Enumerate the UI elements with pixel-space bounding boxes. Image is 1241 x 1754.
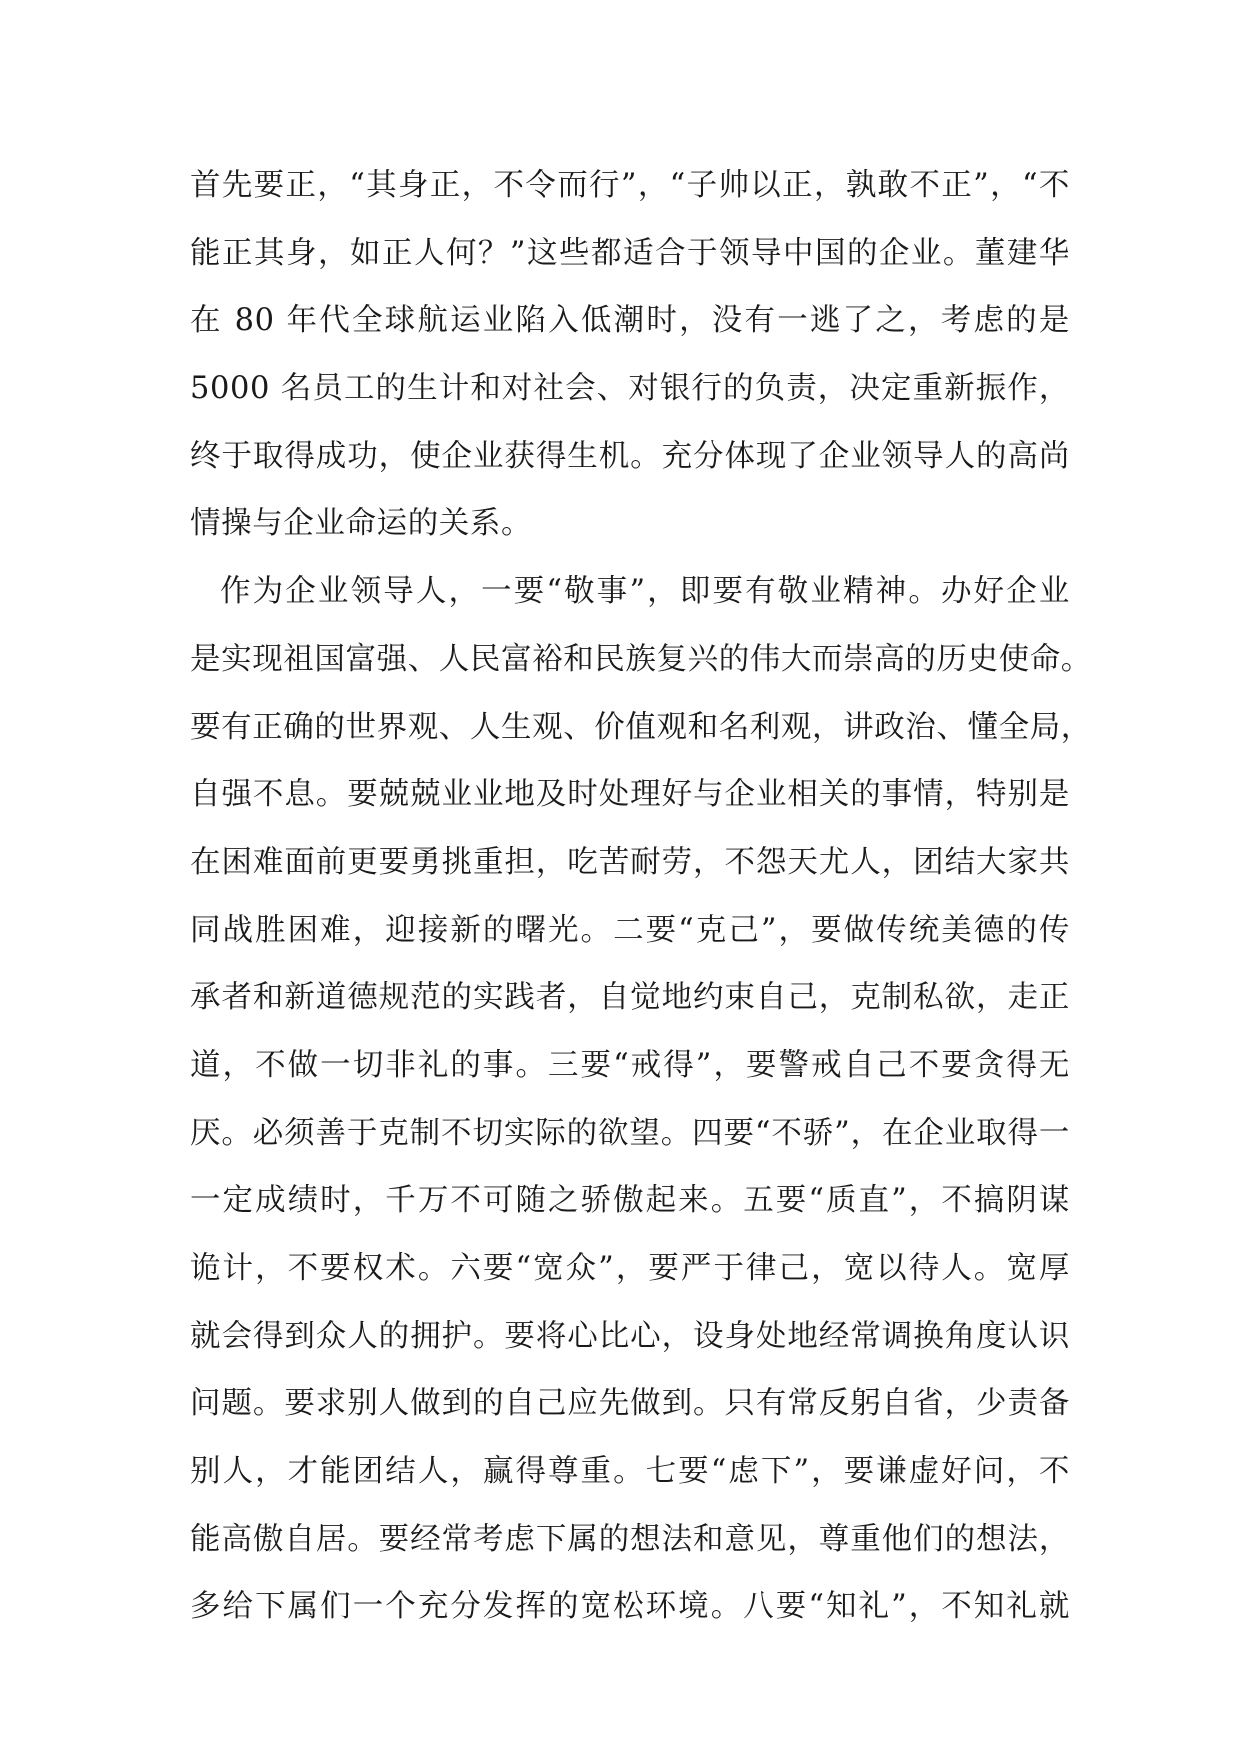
text-line: 5000 名员工的生计和对社会、对银行的负责，决定重新振作，: [190, 371, 1070, 407]
text-line: 多给下属们一个充分发挥的宽松环境。八要“知礼”，不知礼就: [190, 1589, 1070, 1625]
text-line: 要有正确的世界观、人生观、价值观和名利观，讲政治、懂全局，: [190, 709, 1092, 745]
text-line: 自强不息。要兢兢业业地及时处理好与企业相关的事情，特别是: [190, 777, 1070, 813]
text-line: 能高傲自居。要经常考虑下属的想法和意见，尊重他们的想法，: [190, 1521, 1070, 1557]
text-line: 在困难面前更要勇挑重担，吃苦耐劳，不怨天尤人，团结大家共: [190, 844, 1070, 880]
text-line: 在 80 年代全球航运业陷入低潮时，没有一逃了之，考虑的是: [190, 303, 1070, 339]
text-line: 承者和新道德规范的实践者，自觉地约束自己，克制私欲，走正: [190, 980, 1070, 1016]
text-line: 情操与企业命运的关系。: [190, 506, 533, 542]
text-line: 别人，才能团结人，赢得尊重。七要“虑下”，要谦虚好问，不: [190, 1454, 1070, 1490]
text-line: 同战胜困难，迎接新的曙光。二要“克己”，要做传统美德的传: [190, 912, 1070, 948]
text-line: 作为企业领导人，一要“敬事”，即要有敬业精神。办好企业: [220, 574, 1070, 610]
text-line: 厌。必须善于克制不切实际的欲望。四要“不骄”，在企业取得一: [190, 1115, 1070, 1151]
body-text: [190, 158, 1092, 1647]
text-line: 道，不做一切非礼的事。三要“戒得”，要警戒自己不要贪得无: [190, 1047, 1070, 1083]
text-line: 一定成绩时，千万不可随之骄傲起来。五要“质直”，不搞阴谋: [190, 1183, 1070, 1219]
text-line: 就会得到众人的拥护。要将心比心，设身处地经常调换角度认识: [190, 1318, 1070, 1354]
text-line: 终于取得成功，使企业获得生机。充分体现了企业领导人的高尚: [190, 438, 1070, 474]
text-line: 诡计，不要权术。六要“宽众”，要严于律己，宽以待人。宽厚: [190, 1251, 1070, 1286]
text-line: 是实现祖国富强、人民富裕和民族复兴的伟大而崇高的历史使命。: [190, 641, 1092, 677]
text-line: 问题。要求别人做到的自己应先做到。只有常反躬自省，少责备: [190, 1386, 1070, 1422]
text-line: 能正其身，如正人何？”这些都适合于领导中国的企业。董建华: [190, 235, 1070, 271]
text-line: 首先要正，“其身正，不令而行”，“子帅以正，孰敢不正”，“不: [190, 168, 1070, 203]
